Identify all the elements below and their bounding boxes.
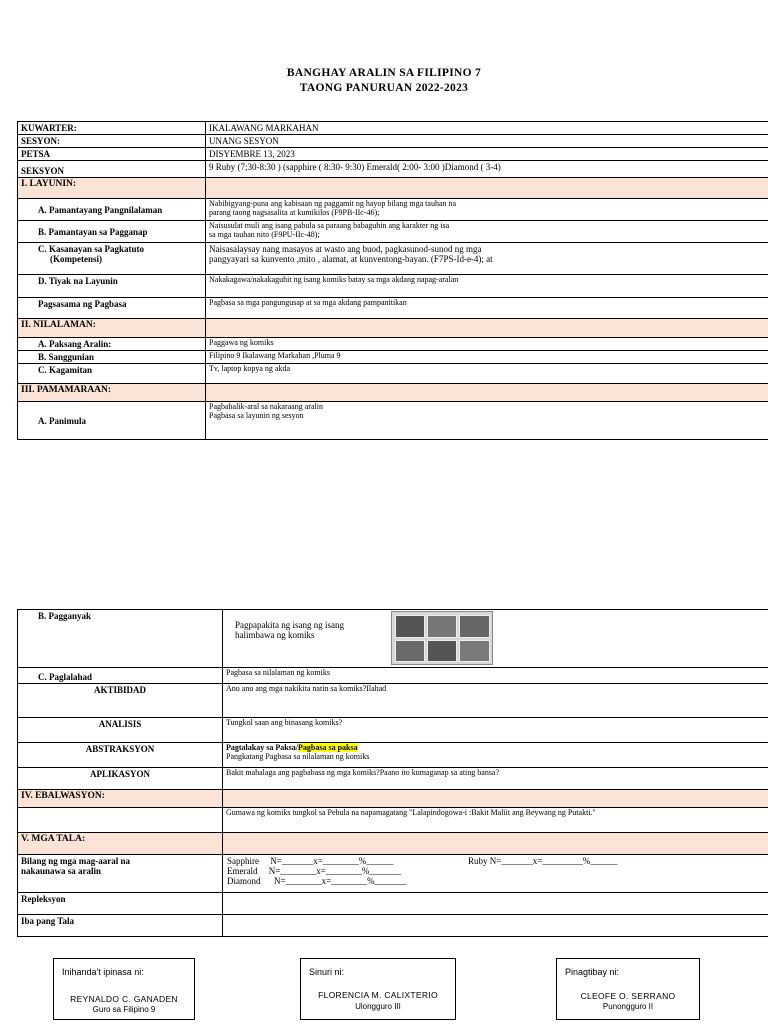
value-sanggunian: Filipino 9 Ikalawang Markahan ,Pluma 9 [206,351,768,364]
signature-label: Inihanda't ipinasa ni: [62,967,144,977]
label-panimula: A. Panimula [18,402,206,440]
signature-role: Punongguro II [602,1002,654,1011]
signature-role: Ulongguro III [355,1002,401,1011]
signature-label: Sinuri ni: [309,967,345,977]
text-line: Naisusulat muli ang isang pabula sa paraang babaguhin ang karakter ng isa [209,221,450,230]
signature-label: Pinagtibay ni: [565,967,620,977]
label-pamantayang-pangnilalaman: A. Pamantayang Pangnilalaman [18,199,206,221]
value-kasanayan [206,243,768,275]
label-paglalahad: C. Paglalahad [18,668,223,684]
label-sanggunian: B. Sanggunian [18,351,206,364]
label-pamantayan-sa-pagganap: B. Pamantayan sa Pagganap [18,221,206,243]
value-iba-pang-tala [223,915,768,937]
label-pagganyak: B. Pagganyak [18,610,223,668]
row-value: UNANG SESYON [206,135,768,148]
section-heading: IV. EBALWASYON: [18,790,223,808]
row-value: DISYEMBRE 13, 2023 [206,148,768,161]
section-heading: V. MGA TALA: [18,833,223,855]
emerald-line: Emerald N=________x=________%_______ [227,866,401,876]
label-iba-pang-tala: Iba pang Tala [18,915,223,937]
signature-box-prepared [53,958,195,1020]
abstraksyon-text: Pagtalakay sa Paksa/ [226,743,299,752]
label-kasanayan [18,243,206,275]
value-panimula [206,402,768,440]
text-line: halimbawa ng komiks [235,630,315,640]
value-pagganyak [223,610,768,668]
section-empty [223,833,768,855]
value-pagsasama-ng-pagbasa: Pagbasa sa mga pangungusap at sa mga akdang pampanitikan [206,298,768,319]
text-line: parang taong nagsasalita at kumikilos (F9PB-IIc-46); [209,207,380,217]
label-pagsasama-ng-pagbasa: Pagsasama ng Pagbasa [18,298,206,319]
text-line: sa mga tauhan nito (F9PU-IIc-48); [209,229,320,239]
text-line: Pagbasa sa layunin ng sesyon [209,410,304,420]
label-analisis: ANALISIS [18,718,223,743]
value-ebalwasyon: Gumawa ng komiks tungkol sa Pebula na napamagatang "Lalapindogowa-i :Bakit Maliit ang Beywang ng Putakti." [223,808,768,833]
ebal-empty [18,808,223,833]
signature-role: Guro sa Filipino 9 [92,1005,156,1014]
document-title: BANGHAY ARALIN SA FILIPINO 7 [286,67,482,79]
ruby-line: Ruby N=_______x=_________%______ [468,856,618,866]
signature-name: REYNALDO C. GANADEN [70,994,178,1004]
section-empty [223,790,768,808]
text-line: (Kompetensi) [50,254,102,264]
section-heading: III. PAMAMARAAN: [18,384,206,402]
label-repleksyon: Repleksyon [18,893,223,915]
row-label: KUWARTER: [18,122,206,135]
document-subtitle: TAONG PANURUAN 2022-2023 [299,82,469,94]
sapphire-line: Sapphire N=_______x=________%______ [227,856,394,866]
text-line: C. Kasanayan sa Pagkatuto [38,244,145,254]
label-bilang [18,855,223,893]
label-aktibidad: AKTIBIDAD [18,684,223,718]
diamond-line: Diamond N=________x=________%_______ [227,876,407,886]
value-aplikasyon: Bakit mahalaga ang pagbabasa ng mga komiks?Paano ito kumaganap sa ating bansa? [223,768,768,790]
value-kagamitan: Tv, laptop kopya ng akda [206,364,768,384]
text-line: Pagpapakita ng isang ng isang [235,620,344,630]
section-empty [206,319,768,338]
row-value: IKALAWANG MARKAHAN [206,122,768,135]
value-paglalahad: Pagbasa sa nilalaman ng komiks [223,668,768,684]
text-line: Naisasalaysay nang masayos at wasto ang buod, pagkasunod-sunod ng mga [209,244,482,254]
value-analisis: Tungkol saan ang binasang komiks? [223,718,768,743]
text-line: nakaunawa sa aralin [21,866,102,876]
value-tiyak-na-layunin: Nakakagawa/nakakaguhit ng isang komiks batay sa mga akdang napag-aralan [206,275,768,298]
value-pamantayan-sa-pagganap [206,221,768,243]
signature-name: FLORENCIA M. CALIXTERIO [318,990,438,1000]
signature-box-approved [556,958,700,1020]
signature-box-checked [300,958,456,1020]
row-label: SEKSYON [18,161,206,178]
text-line: Bilang ng mga mag-aaral na [21,856,131,866]
label-abstraksyon: ABSTRAKSYON [18,743,223,768]
value-repleksyon [223,893,768,915]
label-paksang-aralin: A. Paksang Aralin: [18,338,206,351]
section-heading: I. LAYUNIN: [18,178,206,199]
text-line: Pagbabalik-aral sa nakaraang aralin [209,402,323,411]
value-aktibidad: Ano ano ang mga nakikita natin sa komiks?Ilahad [223,684,768,718]
text-line: Nabibigyang-puna ang kabisaan ng paggamit ng hayop bilang mga tauhan na [209,199,457,208]
text-line: Pangkatang Pagbasa sa nilalaman ng komiks [226,751,370,761]
label-tiyak-na-layunin: D. Tiyak na Layunin [18,275,206,298]
value-pamantayang-pangnilalaman [206,199,768,221]
value-abstraksyon [223,743,768,768]
row-label: PETSA [18,148,206,161]
section-empty [206,178,768,199]
value-bilang [223,855,768,893]
text-line: pangyayari sa kunvento ,mito , alamat, at kunventong-bayan. (F7PS-Id-e-4); at [209,254,493,264]
label-kagamitan: C. Kagamitan [18,364,206,384]
label-aplikasyon: APLIKASYON [18,768,223,790]
row-label: SESYON: [18,135,206,148]
abstraksyon-highlight: Pagbasa sa paksa [298,743,358,752]
section-empty [206,384,768,402]
row-value: 9 Ruby (7;30-8:30 ) (sapphire ( 8:30- 9:30) Emerald( 2:00- 3:00 )Diamond ( 3-4) [206,161,768,178]
signature-name: CLEOFE O. SERRANO [580,991,676,1001]
section-heading: II. NILALAMAN: [18,319,206,338]
value-paksang-aralin: Paggawa ng komiks [206,338,768,351]
lesson-plan-table-1 [17,121,768,440]
comic-example-image [391,611,493,665]
